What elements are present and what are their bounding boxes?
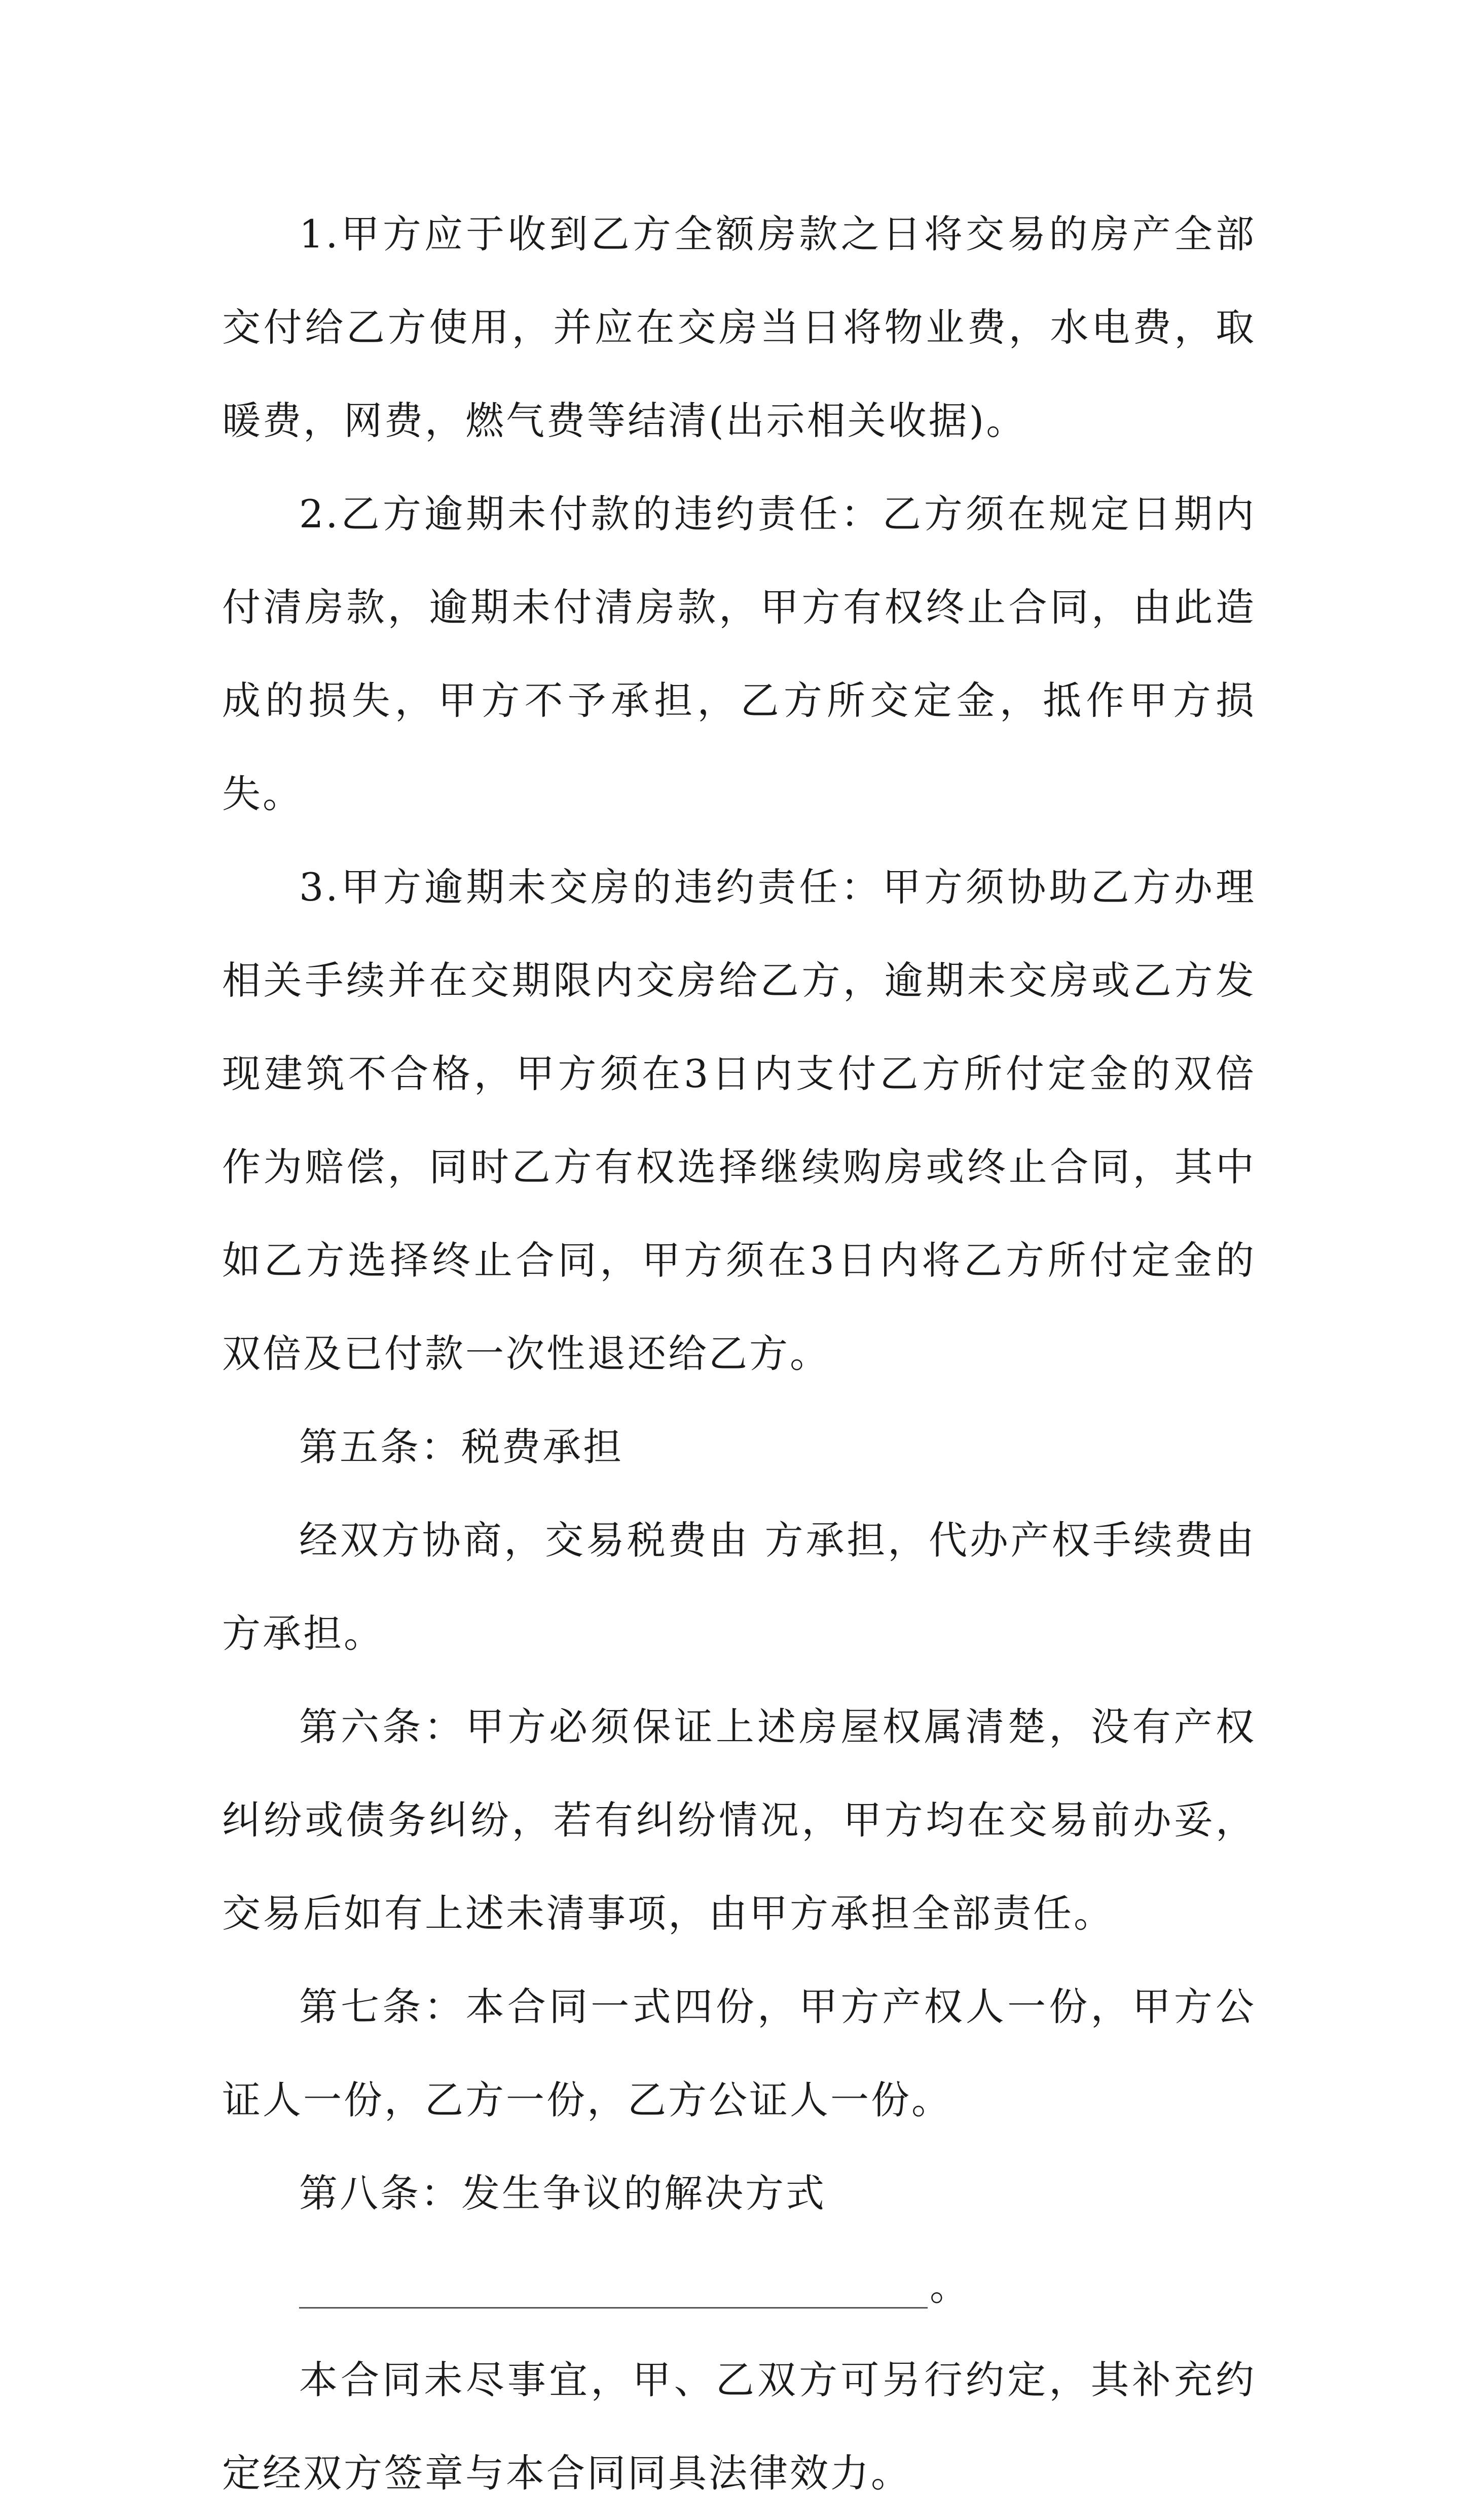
article-5-taxes: 经双方协商，交易税费由 方承担，代办产权手续费由 方承担。: [222, 1518, 1256, 1656]
article-5-heading: 第五条：税费承担: [299, 1424, 624, 1469]
supplementary-agreement: 本合同未尽事宜，甲、乙双方可另行约定，其补充约定经双方签章与本合同同具法律效力。: [222, 2357, 1256, 2496]
document-body: [222, 188, 1256, 2520]
article-7-copies: 第七条：本合同一式四份，甲方产权人一份，甲方公证人一份，乙方一份，乙方公证人一份。: [222, 1984, 1256, 2122]
article-8-heading: 第八条：发生争议的解决方式: [299, 2171, 826, 2216]
clause-3-seller-default: 3.甲方逾期未交房的违约责任：甲方须协助乙方办理相关手续并在交期限内交房给乙方，逾期未交房或乙方发现建筑不合格，甲方须在3日内支付乙方所付定金的双倍作为赔偿，同时乙方有权选择继续购房或终止合同，其中如乙方选择终止合同，甲方须在3日内将乙方所付定金的双倍及已付款一次性退还给乙方。: [222, 865, 1256, 1376]
blank-period: 。: [930, 2264, 968, 2309]
dispute-resolution-blank: [222, 2240, 1256, 2333]
clause-2-buyer-default: 2.乙方逾期未付款的违约责任：乙方须在规定日期内付清房款，逾期未付清房款，甲方有权终止合同，由此造成的损失，甲方不予承担，乙方所交定金，抵作甲方损失。: [222, 491, 1256, 816]
clause-1-delivery: 1.甲方应于收到乙方全额房款之日将交易的房产全部交付给乙方使用，并应在交房当日将物业费，水电费，取暖费，网费，燃气费等结清(出示相关收据)。: [222, 211, 1256, 443]
article-6-ownership: 第六条：甲方必须保证上述房屋权属清楚，没有产权纠纷或债务纠纷，若有纠纷情况，甲方均在交易前办妥，交易后如有上述未清事项，由甲方承担全部责任。: [222, 1704, 1256, 1936]
fill-in-underline: [299, 2307, 928, 2309]
